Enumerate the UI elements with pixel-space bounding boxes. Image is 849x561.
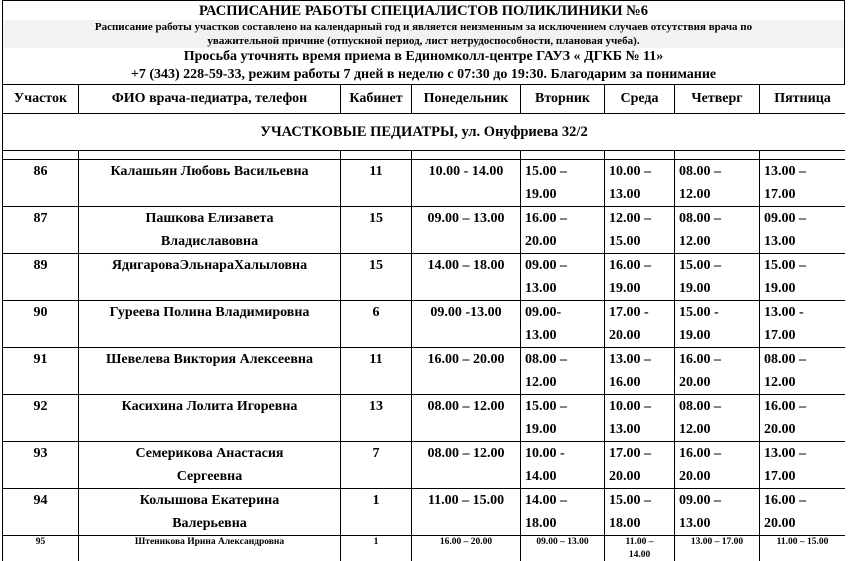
table-row [3,160,846,207]
kabinet-cell [341,395,412,442]
table-row [3,254,846,301]
monday-cell-text: 10.00 - 14.00 [428,164,504,179]
friday-cell-text: 20.00 [764,516,796,531]
uchastok-cell-text: 86 [33,164,48,179]
tuesday-cell-text: 15.00 – [525,399,567,414]
thursday-cell [675,207,760,254]
thursday-cell-text: 09.00 – [679,493,721,508]
wednesday-cell [605,301,675,348]
fio-cell-text: Шевелева Виктория Алексеевна [106,352,313,367]
wednesday-cell [605,442,675,489]
thursday-cell [675,254,760,301]
friday-cell-text: 20.00 [764,422,796,437]
kabinet-cell-text: 1 [372,493,380,508]
friday-cell-text: 15.00 – [764,258,806,273]
wednesday-cell-text: 19.00 [609,281,641,296]
uchastok-cell-text: 95 [35,537,46,547]
col-monday: Понедельник [412,85,521,114]
monday-cell [412,395,521,442]
schedule-note-line1: Расписание работы участков составлено на календарный год и является неизменным за исключением случаев отсутствия врача по [94,21,753,33]
monday-cell [412,442,521,489]
friday-cell [760,254,846,301]
thursday-cell [675,301,760,348]
thursday-cell [675,395,760,442]
wednesday-cell-text: 17.00 – [609,446,651,461]
col-wednesday: Среда [605,85,675,114]
wednesday-cell-text: 20.00 [609,469,641,484]
table-row [3,395,846,442]
fio-cell [79,442,341,489]
fio-cell-text: Сергеевна [176,469,243,484]
kabinet-cell [341,348,412,395]
uchastok-cell-text: 91 [33,352,48,367]
tuesday-cell-text: 14.00 – [525,493,567,508]
uchastok-cell-text: 93 [33,446,48,461]
col-uchastok: Участок [3,85,79,114]
call-center-phone: +7 (343) 228-59-33, режим работы 7 дней в неделю с 07:30 до 19:30. Благодарим за понимание [130,67,717,82]
uchastok-cell-text: 89 [33,258,48,273]
uchastok-cell [3,442,79,489]
tuesday-cell-text: 19.00 [525,422,557,437]
table-row [3,536,846,561]
fio-cell [79,348,341,395]
monday-cell [412,301,521,348]
friday-cell-text: 13.00 [764,234,796,249]
monday-cell-text: 14.00 – 18.00 [427,258,505,273]
table-row [3,348,846,395]
thursday-cell-text: 12.00 [679,187,711,202]
uchastok-cell [3,160,79,207]
document-title: РАСПИСАНИЕ РАБОТЫ СПЕЦИАЛИСТОВ ПОЛИКЛИНИКИ №6 [199,3,648,19]
kabinet-cell-text: 7 [372,446,380,461]
thursday-cell-text: 15.00 – [679,258,721,273]
table-row [3,301,846,348]
friday-cell [760,489,846,536]
thursday-cell-text: 19.00 [679,281,711,296]
friday-cell [760,536,846,561]
wednesday-cell [605,207,675,254]
thursday-cell-text: 12.00 [679,422,711,437]
tuesday-cell-text: 09.00- [525,305,562,320]
kabinet-cell-text: 1 [373,537,379,547]
section-row [3,114,846,151]
friday-cell-text: 16.00 – [764,493,806,508]
fio-cell [79,254,341,301]
kabinet-cell-text: 11 [369,164,383,179]
uchastok-cell [3,301,79,348]
friday-cell-text: 19.00 [764,281,796,296]
friday-cell [760,301,846,348]
table-header-row [3,85,846,114]
thursday-cell [675,442,760,489]
fio-cell-text: Калашьян Любовь Васильевна [110,164,309,179]
col-fio: ФИО врача-педиатра, телефон [79,85,341,114]
thursday-cell-text: 20.00 [679,469,711,484]
tuesday-cell-text: 13.00 [525,328,557,343]
wednesday-cell-text: 13.00 [609,422,641,437]
fio-cell-text: Пашкова Елизавета [145,211,274,226]
thursday-cell-text: 16.00 – [679,446,721,461]
friday-cell-text: 13.00 – [764,446,806,461]
col-thursday: Четверг [675,85,760,114]
thursday-cell-text: 19.00 [679,328,711,343]
monday-cell-text: 08.00 – 12.00 [427,399,505,414]
fio-cell-text: ЯдигароваЭльнараХалыловна [111,258,308,273]
monday-cell [412,348,521,395]
wednesday-cell-text: 12.00 – [609,211,651,226]
wednesday-cell-text: 11.00 – [625,537,654,547]
schedule-table [2,84,845,561]
thursday-cell-text: 16.00 – [679,352,721,367]
friday-cell-text: 09.00 – [764,211,806,226]
friday-cell-text: 12.00 [764,375,796,390]
table-row [3,489,846,536]
tuesday-cell-text: 20.00 [525,234,557,249]
fio-cell-text: Семерикова Анастасия [135,446,284,461]
kabinet-cell [341,254,412,301]
friday-cell [760,395,846,442]
friday-cell-text: 08.00 – [764,352,806,367]
friday-cell-text: 13.00 – [764,164,806,179]
friday-cell-text: 11.00 – 15.00 [776,537,829,547]
friday-cell [760,442,846,489]
friday-cell-text: 17.00 [764,469,796,484]
document-header [2,0,845,84]
wednesday-cell [605,395,675,442]
kabinet-cell-text: 15 [369,211,383,226]
kabinet-cell-text: 11 [369,352,383,367]
kabinet-cell [341,301,412,348]
thursday-cell-text: 08.00 – [679,399,721,414]
fio-cell-text: Штеникова Ирина Александровна [134,537,285,547]
friday-cell-text: 17.00 [764,187,796,202]
tuesday-cell [521,160,605,207]
friday-cell [760,348,846,395]
monday-cell [412,254,521,301]
friday-cell [760,160,846,207]
kabinet-cell [341,207,412,254]
fio-cell [79,395,341,442]
monday-cell-text: 09.00 – 13.00 [427,211,505,226]
fio-cell [79,207,341,254]
fio-cell-text: Владиславовна [160,234,259,249]
wednesday-cell-text: 13.00 – [609,352,651,367]
wednesday-cell [605,160,675,207]
wednesday-cell-text: 15.00 [609,234,641,249]
kabinet-cell [341,536,412,561]
kabinet-cell [341,489,412,536]
wednesday-cell-text: 20.00 [609,328,641,343]
wednesday-cell-text: 14.00 [628,550,651,560]
tuesday-cell [521,254,605,301]
tuesday-cell-text: 15.00 – [525,164,567,179]
thursday-cell [675,160,760,207]
col-kabinet: Кабинет [341,85,412,114]
wednesday-cell-text: 13.00 [609,187,641,202]
friday-cell-text: 16.00 – [764,399,806,414]
wednesday-cell-text: 10.00 – [609,164,651,179]
table-row [3,207,846,254]
tuesday-cell [521,489,605,536]
table-row [3,442,846,489]
monday-cell [412,160,521,207]
uchastok-cell [3,207,79,254]
tuesday-cell-text: 19.00 [525,187,557,202]
tuesday-cell [521,348,605,395]
uchastok-cell [3,348,79,395]
thursday-cell-text: 13.00 – 17.00 [690,537,744,547]
col-tuesday: Вторник [521,85,605,114]
wednesday-cell-text: 18.00 [609,516,641,531]
tuesday-cell [521,536,605,561]
kabinet-cell-text: 6 [372,305,380,320]
wednesday-cell-text: 16.00 [609,375,641,390]
schedule-page [2,0,845,561]
fio-cell-text: Касихина Лолита Игоревна [121,399,298,414]
tuesday-cell-text: 09.00 – [525,258,567,273]
kabinet-cell [341,160,412,207]
wednesday-cell [605,536,675,561]
fio-cell-text: Валерьевна [172,516,247,531]
uchastok-cell [3,489,79,536]
friday-cell [760,207,846,254]
tuesday-cell-text: 12.00 [525,375,557,390]
tuesday-cell-text: 18.00 [525,516,557,531]
uchastok-cell-text: 94 [33,493,48,508]
tuesday-cell [521,207,605,254]
section-title: УЧАСТКОВЫЕ ПЕДИАТРЫ, ул. Онуфриева 32/2 [3,114,846,151]
tuesday-cell [521,442,605,489]
call-center-request: Просьба уточнять время приема в Единомколл-центре ГАУЗ « ДГКБ № 11» [183,49,664,64]
monday-cell-text: 16.00 – 20.00 [427,352,505,367]
col-friday: Пятница [760,85,846,114]
tuesday-cell-text: 10.00 - [525,446,565,461]
thursday-cell-text: 15.00 - [679,305,719,320]
fio-cell [79,301,341,348]
wednesday-cell-text: 15.00 – [609,493,651,508]
monday-cell [412,536,521,561]
monday-cell-text: 09.00 -13.00 [430,305,502,320]
thursday-cell-text: 13.00 [679,516,711,531]
tuesday-cell-text: 13.00 [525,281,557,296]
monday-cell-text: 16.00 – 20.00 [439,537,493,547]
tuesday-cell-text: 14.00 [525,469,557,484]
uchastok-cell-text: 90 [33,305,48,320]
schedule-note-line2: уважительной причине (отпускной период, лист нетрудоспособности, плановая учеба). [207,35,640,47]
uchastok-cell-text: 92 [33,399,48,414]
friday-cell-text: 17.00 [764,328,796,343]
wednesday-cell-text: 17.00 - [609,305,649,320]
schedule-note [3,20,844,48]
thursday-cell-text: 08.00 – [679,164,721,179]
fio-cell [79,536,341,561]
wednesday-cell [605,489,675,536]
uchastok-cell [3,254,79,301]
kabinet-cell [341,442,412,489]
tuesday-cell-text: 08.00 – [525,352,567,367]
friday-cell-text: 13.00 - [764,305,804,320]
fio-cell [79,489,341,536]
monday-cell-text: 11.00 – 15.00 [427,493,505,508]
tuesday-cell-text: 09.00 – 13.00 [536,537,589,547]
fio-cell-text: Колышова Екатерина [139,493,280,508]
thursday-cell [675,348,760,395]
wednesday-cell [605,348,675,395]
wednesday-cell [605,254,675,301]
monday-cell-text: 08.00 – 12.00 [427,446,505,461]
tuesday-cell-text: 16.00 – [525,211,567,226]
monday-cell [412,207,521,254]
thursday-cell-text: 20.00 [679,375,711,390]
thursday-cell [675,536,760,561]
thursday-cell [675,489,760,536]
wednesday-cell-text: 16.00 – [609,258,651,273]
tuesday-cell [521,395,605,442]
wednesday-cell-text: 10.00 – [609,399,651,414]
thursday-cell-text: 12.00 [679,234,711,249]
fio-cell [79,160,341,207]
fio-cell-text: Гуреева Полина Владимировна [109,305,310,320]
uchastok-cell [3,395,79,442]
kabinet-cell-text: 15 [369,258,383,273]
tuesday-cell [521,301,605,348]
uchastok-cell-text: 87 [33,211,48,226]
uchastok-cell [3,536,79,561]
spacer-row [3,151,846,160]
monday-cell [412,489,521,536]
thursday-cell-text: 08.00 – [679,211,721,226]
kabinet-cell-text: 13 [369,399,383,414]
